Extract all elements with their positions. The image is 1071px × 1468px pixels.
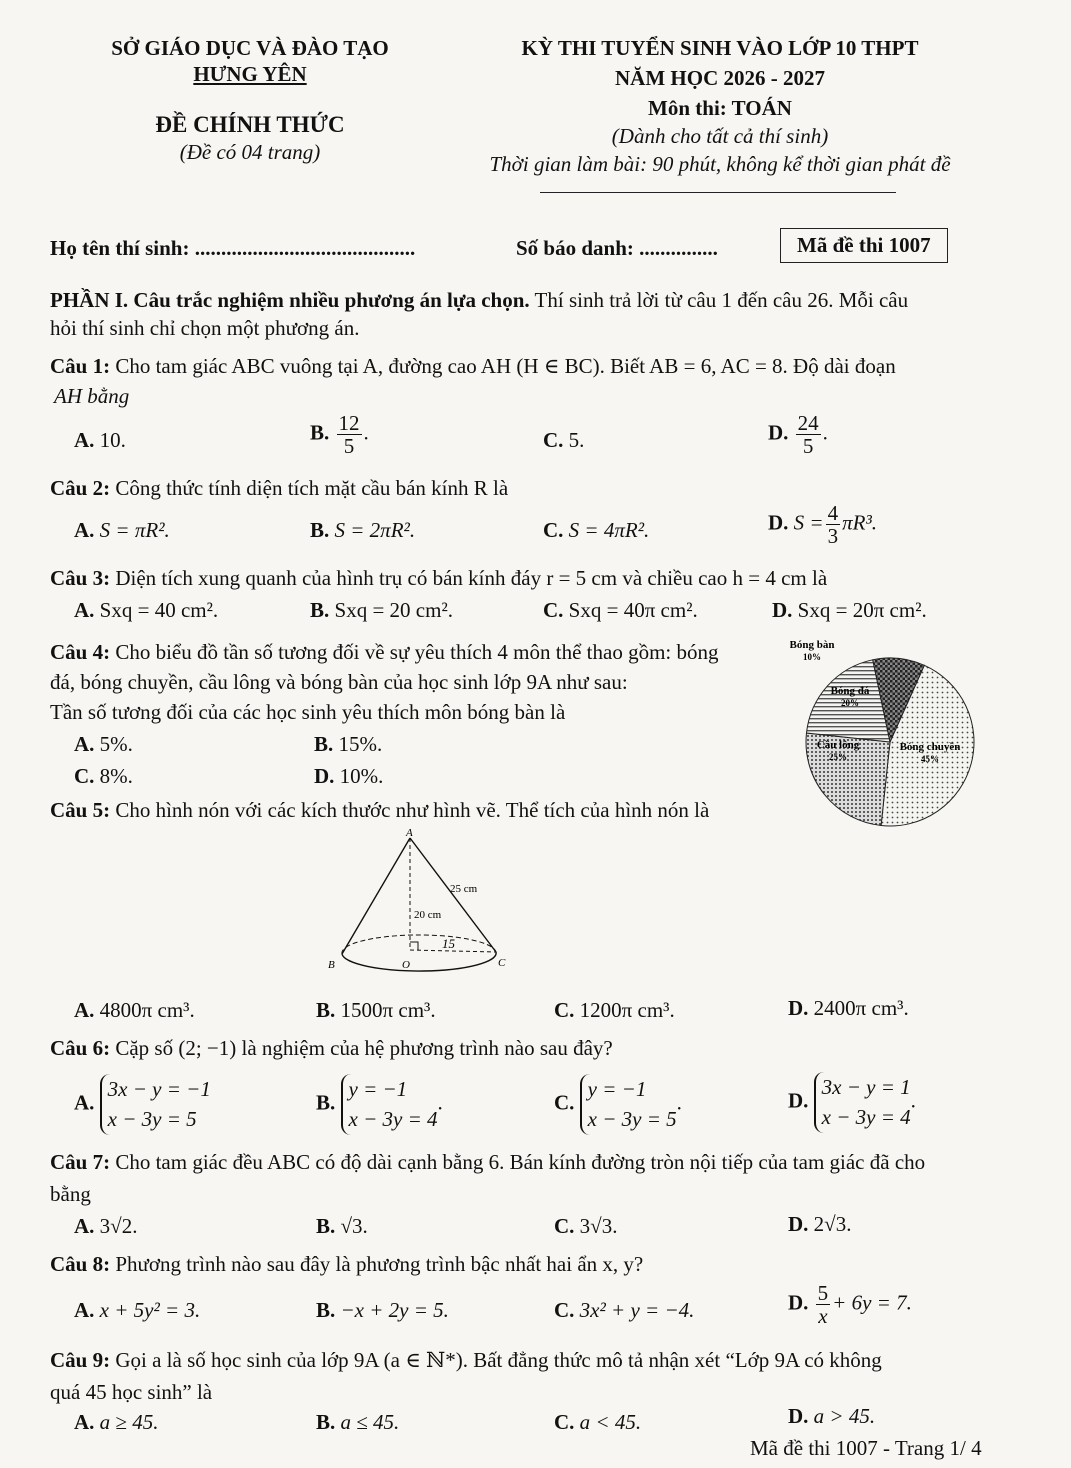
q1-a-text: 10. [99,428,126,452]
q9-option-d[interactable] [788,1404,875,1429]
header-school-line2: HƯNG YÊN [193,62,307,86]
option-letter: A. [74,732,95,756]
part1-heading [50,288,908,313]
cone-point-b-label: B [328,959,335,971]
cone-radius-label: 15 [442,936,455,951]
q3-a-text: Sxq = 40 cm². [99,598,219,622]
question-2 [50,476,508,501]
q4-option-a[interactable] [74,732,133,757]
q2-a-text: S = πR². [99,518,170,542]
exam-title: KỲ THI TUYỂN SINH VÀO LỚP 10 THPT [521,36,919,60]
option-letter: D. [788,996,809,1020]
q1-c-text: 5. [568,428,585,452]
q7-option-a[interactable] [74,1214,137,1239]
q2-d-fraction [826,502,841,547]
cone-slant-left [342,838,410,954]
school-year: NĂM HỌC 2026 - 2027 [615,66,825,90]
q2-c-text: S = 4πR². [568,518,650,542]
candidate-id-field: Số báo danh: ............... [516,236,718,260]
option-letter: D. [314,764,335,788]
q6-b-system [341,1074,438,1135]
q2-option-c[interactable] [543,518,649,543]
q7-text2: bằng [50,1182,91,1206]
q2-d-post: πR³. [842,510,877,535]
q8-c-text: 3x² + y = −4. [579,1298,695,1322]
q7-c-text: 3√3. [579,1214,618,1238]
pie-slice-name-label: Cầu lông [816,739,860,751]
q2-option-a[interactable] [74,518,170,543]
q7-a-text: 3√2. [99,1214,138,1238]
q2-text: Công thức tính diện tích mặt cầu bán kính R là [110,476,509,500]
q7-option-c[interactable] [554,1214,617,1239]
q8-option-d[interactable] [788,1282,912,1327]
q6-a-eq2: x − 3y = 5 [107,1107,197,1132]
candidate-name-field: Họ tên thí sinh: .......................................... [50,236,416,260]
q1-option-c[interactable] [543,428,584,453]
option-letter: A. [74,518,95,542]
q8-option-c[interactable] [554,1298,694,1323]
subject: Môn thi: TOÁN [648,96,792,120]
pie-slice-pct-label: 45% [921,754,939,764]
question-8 [50,1252,643,1277]
cone-base-back [342,935,496,954]
q4-text3: Tần số tương đối của các học sinh yêu thích môn bóng bàn là [50,700,566,724]
q9-option-a[interactable] [74,1410,158,1435]
audience: (Dành cho tất cả thí sinh) [611,124,829,148]
option-letter: B. [310,598,330,622]
q4-text2: đá, bóng chuyền, cầu lông và bóng bàn của học sinh lớp 9A như sau: [50,670,628,694]
q2-d-pre: S = [793,510,824,535]
q9-b-text: a ≤ 45. [340,1410,400,1434]
pie-slice-pct-label: 25% [829,752,847,762]
q6-d-eq2: x − 3y = 4 [821,1105,911,1130]
q8-d-den: x [818,1304,828,1329]
option-letter: B. [310,420,330,445]
q6-c-system [580,1074,677,1135]
right-angle-mark [410,942,418,950]
q5-text: Cho hình nón với các kích thước như hình vẽ. Thể tích của hình nón là [110,798,710,822]
sports-pie-chart [790,630,990,840]
option-letter: C. [554,1410,575,1434]
q4-a-text: 5%. [99,732,133,756]
q3-label: Câu 3: [50,566,111,590]
q3-b-text: Sxq = 20 cm². [334,598,453,622]
part1-instr2: hỏi thí sinh chỉ chọn một phương án. [50,316,360,340]
option-letter: B. [316,1298,336,1322]
q2-option-d[interactable] [768,502,877,547]
q4-option-d[interactable] [314,764,383,789]
part1-title: PHẦN I. Câu trắc nghiệm nhiều phương án lựa chọn. [50,288,530,312]
option-letter: C. [543,598,564,622]
pie-slice-pct-label: 10% [803,652,821,662]
q9-c-text: a < 45. [579,1410,642,1434]
page-footer: Mã đề thi 1007 - Trang 1/ 4 [750,1436,982,1460]
q1-option-d[interactable]: D. $\frac{24}{5}$ . [768,411,828,459]
option-letter: B. [316,1214,336,1238]
q9-a-text: a ≥ 45. [99,1410,159,1434]
exam-code-box: Mã đề thi 1007 [780,228,948,263]
option-letter: C. [543,518,564,542]
q2-label: Câu 2: [50,476,111,500]
q4-c-text: 8%. [99,764,133,788]
question-6 [50,1036,613,1061]
option-letter: D. [788,1404,809,1428]
option-letter: C. [543,428,564,452]
q7-label: Câu 7: [50,1150,111,1174]
q5-option-c[interactable] [554,998,675,1023]
q5-label: Câu 5: [50,798,111,822]
q5-c-text: 1200π cm³. [579,998,675,1022]
header-school-line1: SỞ GIÁO DỤC VÀ ĐÀO TẠO [111,36,389,60]
option-letter: A. [74,1410,95,1434]
q4-label: Câu 4: [50,640,111,664]
option-letter: A. [74,1214,95,1238]
question-1 [50,354,896,379]
option-letter: B. [316,998,336,1022]
q8-d-num: 5 [817,1281,829,1305]
q6-c-eq1: y = −1 [587,1077,647,1101]
q9-label: Câu 9: [50,1348,111,1372]
q4-option-b[interactable] [314,732,382,757]
question-5 [50,798,709,823]
q1-b-num: 12 [338,411,360,435]
q6-a-eq1: 3x − y = −1 [107,1077,211,1101]
cone-point-o-label: O [402,959,410,971]
cone-height-label: 20 cm [414,909,442,921]
q4-d-text: 10%. [339,764,384,788]
q7-d-text: 2√3. [813,1212,852,1236]
q8-text: Phương trình nào sau đây là phương trình bậc nhất hai ẩn x, y? [110,1252,644,1276]
q6-text: Cặp số (2; −1) là nghiệm của hệ phương trình nào sau đây? [110,1036,613,1060]
q9-text2: quá 45 học sinh” là [50,1380,213,1404]
pie-slice-pct-label: 20% [841,698,859,708]
q1-d-num: 24 [797,411,819,435]
q7-b-text: √3. [340,1214,368,1238]
q8-b-text: −x + 2y = 5. [340,1298,449,1322]
option-letter: B. [316,1090,336,1115]
q1-option-b[interactable]: B. $\frac{12}{5}$ . [310,411,369,459]
q5-a-text: 4800π cm³. [99,998,195,1022]
q3-option-d[interactable] [772,598,927,623]
q1-d-den: 5 [802,434,814,459]
q6-option-d[interactable]: D. 3x − y = 1 x − 3y = 4 . [788,1072,916,1133]
q2-b-text: S = 2πR². [334,518,416,542]
q5-option-a[interactable] [74,998,195,1023]
q5-option-d[interactable] [788,996,909,1021]
q1-text1: Cho tam giác ABC vuông tại A, đường cao AH (H ∈ BC). Biết AB = 6, AC = 8. Độ dài đoạn [110,354,896,378]
option-letter: A. [74,598,95,622]
header-rule [540,192,896,193]
option-letter: B. [316,1410,336,1434]
cone-figure [320,826,520,976]
q6-b-eq2: x − 3y = 4 [348,1107,438,1132]
q1-option-a[interactable] [74,428,126,453]
q5-d-text: 2400π cm³. [813,996,909,1020]
cone-slant-right [410,838,496,952]
q8-a-text: x + 5y² = 3. [99,1298,201,1322]
option-letter: D. [788,1212,809,1236]
official-label: ĐỀ CHÍNH THỨC [155,112,345,137]
pie-slice-name-label: Bóng đá [830,685,870,697]
q6-option-a[interactable] [74,1074,211,1135]
option-letter: B. [310,518,330,542]
q4-option-c[interactable] [74,764,133,789]
q3-c-text: Sxq = 40π cm². [568,598,698,622]
q2-d-num: 4 [827,501,839,525]
option-letter: C. [554,1214,575,1238]
option-letter: A. [74,428,95,452]
question-7 [50,1150,925,1175]
q5-b-text: 1500π cm³. [340,998,436,1022]
q8-d-fraction [816,1282,831,1327]
q3-option-c[interactable] [543,598,698,623]
cone-point-c-label: C [498,957,506,969]
question-3 [50,566,827,591]
q7-text1: Cho tam giác đều ABC có độ dài cạnh bằng 6. Bán kính đường tròn nội tiếp của tam giác đã cho [110,1150,926,1174]
option-letter: A. [74,1090,95,1115]
q7-option-d[interactable] [788,1212,851,1237]
q8-d-post: + 6y = 7. [832,1290,912,1315]
option-letter: C. [554,998,575,1022]
option-letter: C. [74,764,95,788]
q4-b-text: 15%. [338,732,383,756]
cone-apex-label: A [406,827,413,839]
option-letter: D. [768,510,789,535]
option-letter: A. [74,998,95,1022]
option-letter: B. [314,732,334,756]
q9-d-text: a > 45. [813,1404,876,1428]
q8-option-a[interactable] [74,1298,200,1323]
cone-base-front [342,952,496,971]
option-letter: D. [768,420,789,445]
option-letter: D. [788,1290,809,1315]
q6-option-b[interactable]: B. y = −1 x − 3y = 4 . [316,1074,443,1135]
question-4 [50,640,719,665]
pages-note: (Đề có 04 trang) [179,140,321,164]
question-9 [50,1348,882,1373]
q6-d-system [814,1072,911,1133]
q2-option-b[interactable] [310,518,415,543]
q8-label: Câu 8: [50,1252,111,1276]
q6-label: Câu 6: [50,1036,111,1060]
time-note: Thời gian làm bài: 90 phút, không kể thời gian phát đề [489,152,951,176]
q3-option-a[interactable] [74,598,218,623]
q9-option-c[interactable] [554,1410,641,1435]
q6-b-eq1: y = −1 [348,1077,408,1101]
q2-d-den: 3 [827,524,839,549]
q5-option-b[interactable] [316,998,436,1023]
q1-b-fraction [337,412,362,457]
pie-slice-name-label: Bóng chuyền [899,741,961,753]
q9-text1: Gọi a là số học sinh của lớp 9A (a ∈ ℕ*). Bất đẳng thức mô tả nhận xét “Lớp 9A có không [110,1348,882,1372]
option-letter: A. [74,1298,95,1322]
q3-d-text: Sxq = 20π cm². [797,598,927,622]
part1-instr1: Thí sinh trả lời từ câu 1 đến câu 26. Mỗi câu [529,288,909,312]
q1-label: Câu 1: [50,354,111,378]
option-letter: D. [772,598,793,622]
option-letter: C. [554,1090,575,1115]
q3-text: Diện tích xung quanh của hình trụ có bán kính đáy r = 5 cm và chiều cao h = 4 cm là [110,566,828,590]
cone-slant-label: 25 cm [450,883,478,895]
pie-slice-name-label: Bóng bàn [790,639,835,651]
option-letter: C. [554,1298,575,1322]
q3-option-b[interactable] [310,598,453,623]
q1-d-fraction [796,412,821,457]
q6-option-c[interactable]: C. y = −1 x − 3y = 5 . [554,1074,682,1135]
q1-text2: AH bằng [54,384,130,408]
q1-b-den: 5 [343,434,355,459]
q6-d-eq1: 3x − y = 1 [821,1075,911,1099]
q4-text1: Cho biểu đồ tần số tương đối về sự yêu thích 4 môn thể thao gồm: bóng [110,640,719,664]
q7-option-b[interactable] [316,1214,368,1239]
q8-option-b[interactable] [316,1298,449,1323]
q9-option-b[interactable] [316,1410,399,1435]
q6-a-system [100,1074,211,1135]
q6-c-eq2: x − 3y = 5 [587,1107,677,1132]
option-letter: D. [788,1088,809,1113]
